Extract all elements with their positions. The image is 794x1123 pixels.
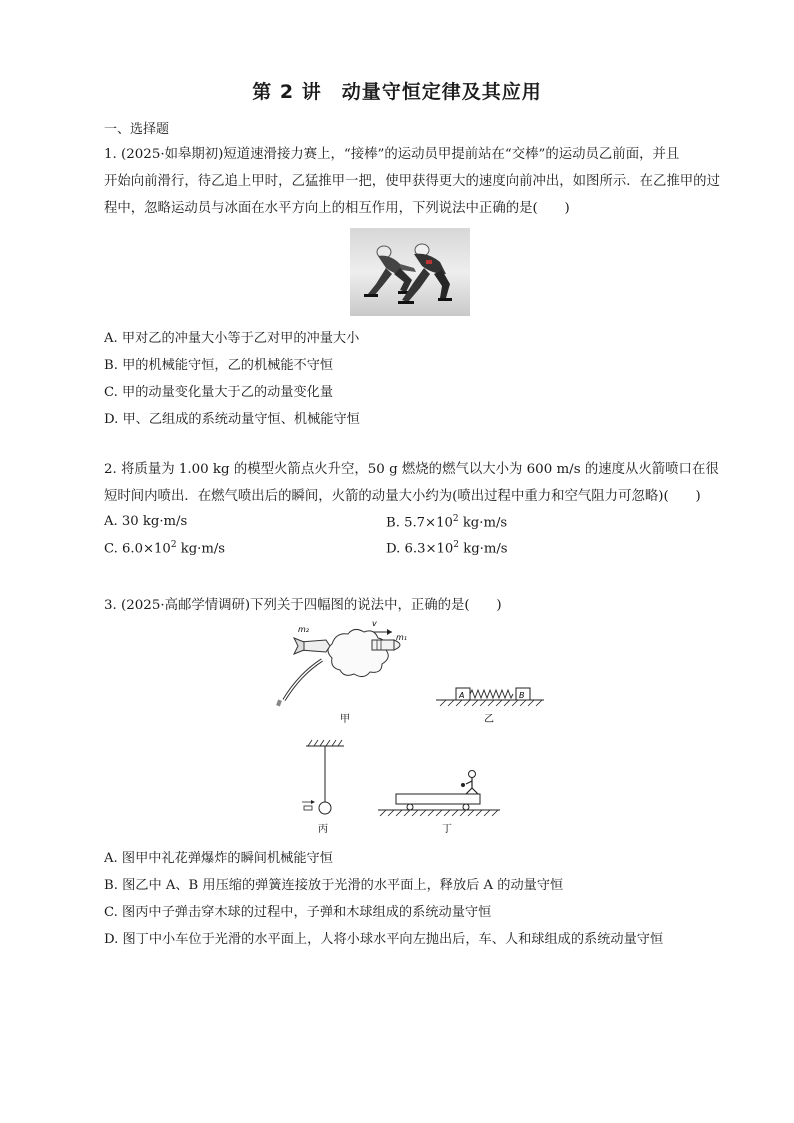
question-1-line: 开始向前滑行，待乙追上甲时，乙猛推甲一把，使甲获得更大的速度向前冲出，如图所示．在乙推甲的过 xyxy=(104,174,720,189)
ceiling-hatch xyxy=(308,740,342,746)
question-1-option-d: D. 甲、乙组成的系统动量守恒、机械能守恒 xyxy=(104,412,360,427)
question-3-stem xyxy=(104,592,720,619)
spring xyxy=(470,690,513,698)
option-c-exponent: 2 xyxy=(170,540,177,550)
label-a: A xyxy=(459,691,465,700)
section-heading: 一、选择题 xyxy=(104,122,170,137)
question-2-line: 2. 将质量为 1.00 kg 的模型火箭点火升空，50 g 燃烧的燃气以大小为 600 m/s 的速度从火箭喷口在很 xyxy=(104,462,719,477)
figure-bing-label: 丙 xyxy=(318,824,328,835)
question-2-option-d xyxy=(386,540,508,556)
question-1-stem xyxy=(104,141,720,222)
label-m2: m₂ xyxy=(298,625,309,634)
launcher xyxy=(276,699,282,706)
option-c-unit: kg·m/s xyxy=(176,541,226,557)
question-3-option-b: B. 图乙中 A、B 用压缩的弹簧连接放于光滑的水平面上，释放后 A 的动量守恒 xyxy=(104,878,564,893)
question-3-option-d: D. 图丁中小车位于光滑的水平面上，人将小球水平向左抛出后，车、人和球组成的系统动量守恒 xyxy=(104,932,664,947)
option-b-unit: kg·m/s xyxy=(458,515,508,531)
ground-hatch xyxy=(440,700,542,706)
label-m1: m₁ xyxy=(396,633,407,642)
figure-ding xyxy=(378,771,500,836)
question-3-line: 3. (2025·高邮学情调研)下列关于四幅图的说法中，正确的是( ) xyxy=(104,598,502,613)
velocity-arrowhead xyxy=(387,629,392,635)
cart-wheel-left xyxy=(407,804,413,810)
label-v: v xyxy=(372,619,377,628)
question-3-figures xyxy=(260,618,560,844)
bullet-motion-arrowhead xyxy=(311,800,315,804)
option-b-base: B. 5.7×10 xyxy=(386,515,453,531)
wooden-ball xyxy=(319,802,331,814)
launch-trail-outer xyxy=(284,660,322,700)
option-d-unit: kg·m/s xyxy=(459,541,508,557)
fragment-m1 xyxy=(372,640,394,650)
person-body xyxy=(466,778,478,794)
question-1-line: 程中，忽略运动员与冰面在水平方向上的相互作用，下列说法中正确的是( ) xyxy=(104,201,570,216)
question-2-option-c xyxy=(104,540,225,556)
option-c-base: C. 6.0×10 xyxy=(104,541,171,557)
bullet xyxy=(304,806,312,810)
question-2-option-b xyxy=(386,514,507,530)
figure-jia-label: 甲 xyxy=(340,714,350,725)
figure-ding-label: 丁 xyxy=(442,824,452,835)
page-title: 第 2 讲 动量守恒定律及其应用 xyxy=(252,81,542,103)
option-d-base: D. 6.3×10 xyxy=(386,541,454,557)
thrown-ball xyxy=(461,783,465,787)
cart-body xyxy=(396,794,480,804)
figure-jia xyxy=(276,619,407,725)
person-head xyxy=(469,771,476,778)
figure-yi-label: 乙 xyxy=(484,714,494,725)
ground-hatch-ding xyxy=(380,810,498,816)
question-3-option-c: C. 图丙中子弹击穿木球的过程中，子弹和木球组成的系统动量守恒 xyxy=(104,905,492,920)
question-2-option-a: A. 30 kg·m/s xyxy=(104,514,188,529)
question-1-line: 1. (2025·如皋期初)短道速滑接力赛上，“接棒”的运动员甲提前站在“交棒”的运动员乙前面，并且 xyxy=(104,147,680,162)
question-1-option-c: C. 甲的动量变化量大于乙的动量变化量 xyxy=(104,385,334,400)
label-b: B xyxy=(519,691,525,700)
fragment-m2-tail xyxy=(294,638,304,654)
question-1-option-a: A. 甲对乙的冲量大小等于乙对甲的冲量大小 xyxy=(104,331,360,346)
explosion-cloud xyxy=(328,629,388,676)
figure-yi xyxy=(436,688,544,725)
question-1-option-b: B. 甲的机械能守恒，乙的机械能不守恒 xyxy=(104,358,334,373)
option-b-exponent: 2 xyxy=(452,514,459,524)
question-2-line: 短时间内喷出．在燃气喷出后的瞬间，火箭的动量大小约为(喷出过程中重力和空气阻力可忽略)( ) xyxy=(104,489,701,504)
cart-wheel-right xyxy=(463,804,469,810)
question-3-option-a: A. 图甲中礼花弹爆炸的瞬间机械能守恒 xyxy=(104,851,333,866)
figure-bing xyxy=(302,740,344,835)
option-d-exponent: 2 xyxy=(453,540,460,550)
speed-skating-photo xyxy=(350,228,470,316)
question-2-stem xyxy=(104,456,720,510)
